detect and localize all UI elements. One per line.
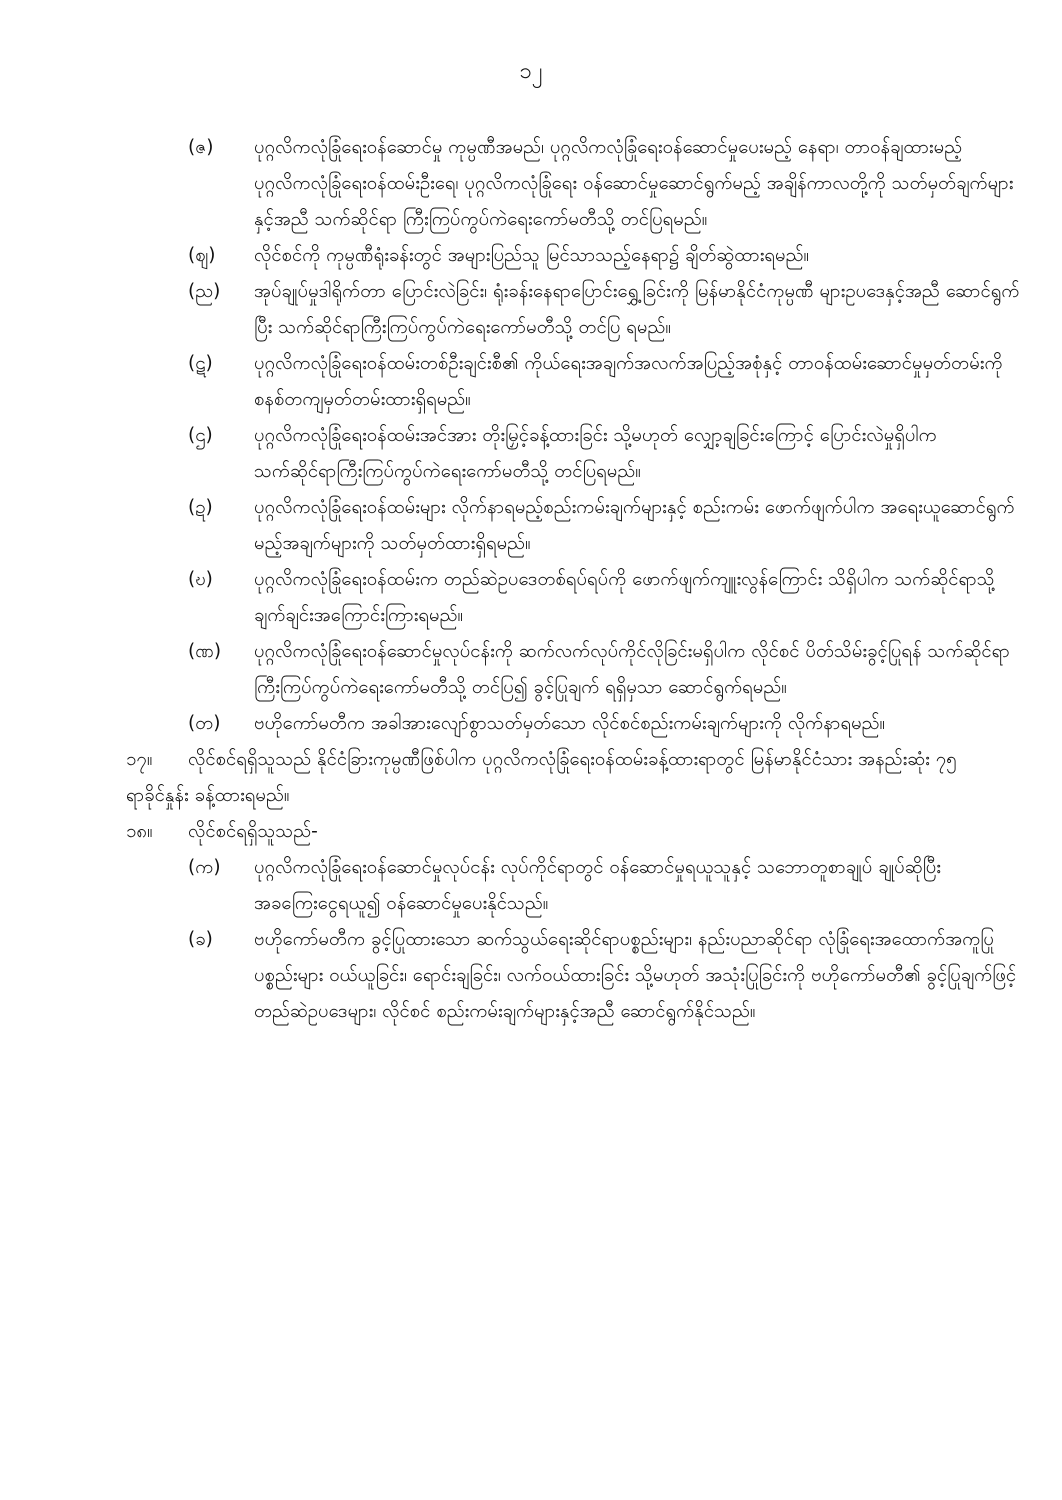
- item-text: ပုဂ္ဂလိကလုံခြုံရေးဝန်ဆောင်မှု ကုမ္ပဏီအမည်၊ ပုဂ္ဂလိကလုံခြုံရေးဝန်ဆောင်မှုပေးမည့် နေရာ၊ တာဝန်ချထားမည့် ပုဂ္ဂလိကလုံခြုံရေးဝန်ထမ်းဦးရေ၊ ပုဂ္ဂလိကလုံခြုံရေး ဝန်ဆောင်မှုဆောင်ရွက်မည့် အချိန်ကာလတို့ကို သတ်မှတ်ချက်များနှင့်အညီ သက်ဆိုင်ရာ ကြီးကြပ်ကွပ်ကဲရေးကော်မတီသို့ တင်ပြရမည်။: [254, 137, 1014, 230]
- list-item: [188, 706, 1024, 742]
- item-marker: (ခ): [188, 929, 213, 950]
- list-item: [188, 562, 1024, 634]
- item-text: အုပ်ချုပ်မှုဒါရိုက်တာ ပြောင်းလဲခြင်း၊ ရုံးခန်းနေရာပြောင်းရွှေ့ခြင်းကို မြန်မာနိုင်ငံကုမ္ပဏီ များဥပဒေနှင့်အညီ ဆောင်ရွက်ပြီး သက်ဆိုင်ရာကြီးကြပ်ကွပ်ကဲရေးကော်မတီသို့ တင်ပြ ရမည်။: [254, 281, 1020, 338]
- page-number: ၁၂: [519, 59, 543, 84]
- document-body: [0, 130, 1062, 1030]
- item-marker: (က): [188, 857, 221, 878]
- item-text: ပုဂ္ဂလိကလုံခြုံရေးဝန်ထမ်းက တည်ဆဲဥပဒေတစ်ရပ်ရပ်ကို ဖောက်ဖျက်ကျူးလွန်ကြောင်း သိရှိပါက သက်ဆိုင်ရာသို့ ချက်ချင်းအကြောင်းကြားရမည်။: [254, 569, 995, 626]
- item-text: ဗဟိုကော်မတီက အခါအားလျော်စွာသတ်မှတ်သော လိုင်စင်စည်းကမ်းချက်များကို လိုက်နာရမည်။: [254, 713, 886, 734]
- item-marker: (ည): [188, 281, 221, 302]
- item-marker: (ဈ): [188, 245, 216, 266]
- item-marker: (ဋ): [188, 353, 213, 374]
- list-item: [188, 346, 1024, 418]
- item-marker: (ဎ): [188, 569, 213, 590]
- section-18: [126, 814, 1024, 850]
- item-text: ပုဂ္ဂလိကလုံခြုံရေးဝန်ဆောင်မှုလုပ်ငန်း လုပ်ကိုင်ရာတွင် ဝန်ဆောင်မှုရယူသူနှင့် သဘောတူစာချုပ် ချုပ်ဆိုပြီး အခကြေးငွေရယူ၍ ဝန်ဆောင်မှုပေးနိုင်သည်။: [254, 857, 941, 914]
- item-marker: (တ): [188, 713, 221, 734]
- section-17: [126, 742, 1024, 814]
- item-marker: (ဏ): [188, 641, 222, 662]
- section-text: လိုင်စင်ရရှိသူသည်-: [188, 821, 318, 842]
- list-item: [188, 490, 1024, 562]
- item-text: လိုင်စင်ကို ကုမ္ပဏီရုံးခန်းတွင် အများပြည်သူ မြင်သာသည့်နေရာ၌ ချိတ်ဆွဲထားရမည်။: [254, 245, 810, 266]
- list-item: [188, 130, 1024, 238]
- list-item: [188, 274, 1024, 346]
- item-marker: (ဌ): [188, 425, 213, 446]
- list-item: [188, 850, 1024, 922]
- item-text: ပုဂ္ဂလိကလုံခြုံရေးဝန်ထမ်းများ လိုက်နာရမည့်စည်းကမ်းချက်များနှင့် စည်းကမ်း ဖောက်ဖျက်ပါက အရေးယူဆောင်ရွက်မည့်အချက်များကို သတ်မှတ်ထားရှိရမည်။: [254, 497, 1015, 554]
- item-text: ဗဟိုကော်မတီက ခွင့်ပြုထားသော ဆက်သွယ်ရေးဆိုင်ရာပစ္စည်းများ၊ နည်းပညာဆိုင်ရာ လုံခြုံရေးအထောက်အကူပြုပစ္စည်းများ ဝယ်ယူခြင်း၊ ရောင်းချခြင်း၊ လက်ဝယ်ထားခြင်း သို့မဟုတ် အသုံးပြုခြင်းကို ဗဟိုကော်မတီ၏ ခွင့်ပြုချက်ဖြင့် တည်ဆဲဥပဒေများ၊ လိုင်စင် စည်းကမ်းချက်များနှင့်အညီ ဆောင်ရွက်နိုင်သည်။: [254, 929, 1017, 1022]
- section-number: ၁၇။: [126, 749, 153, 770]
- section-number: ၁၈။: [126, 821, 153, 842]
- section-text: လိုင်စင်ရရှိသူသည် နိုင်ငံခြားကုမ္ပဏီဖြစ်ပါက ပုဂ္ဂလိကလုံခြုံရေးဝန်ထမ်းခန့်ထားရာတွင် မြန်မာနိုင်ငံသား အနည်းဆုံး ၇၅ ရာခိုင်နှုန်း ခန့်ထားရမည်။: [126, 749, 957, 806]
- list-item: [188, 238, 1024, 274]
- list-item: [188, 418, 1024, 490]
- item-marker: (ဍ): [188, 497, 213, 518]
- item-text: ပုဂ္ဂလိကလုံခြုံရေးဝန်ထမ်းတစ်ဦးချင်းစီ၏ ကိုယ်ရေးအချက်အလက်အပြည့်အစုံနှင့် တာဝန်ထမ်းဆောင်မှုမှတ်တမ်းကို စနစ်တကျမှတ်တမ်းထားရှိရမည်။: [254, 353, 1003, 410]
- list-item: [188, 634, 1024, 706]
- item-text: ပုဂ္ဂလိကလုံခြုံရေးဝန်ထမ်းအင်အား တိုးမြှင့်ခန့်ထားခြင်း သို့မဟုတ် လျှော့ချခြင်းကြောင့် ပြောင်းလဲမှုရှိပါက သက်ဆိုင်ရာကြီးကြပ်ကွပ်ကဲရေးကော်မတီသို့ တင်ပြရမည်။: [254, 425, 937, 482]
- list-item: [188, 922, 1024, 1030]
- item-marker: (ဇ): [188, 137, 214, 158]
- item-text: ပုဂ္ဂလိကလုံခြုံရေးဝန်ဆောင်မှုလုပ်ငန်းကို ဆက်လက်လုပ်ကိုင်လိုခြင်းမရှိပါက လိုင်စင် ပိတ်သိမ်းခွင့်ပြုရန် သက်ဆိုင်ရာကြီးကြပ်ကွပ်ကဲရေးကော်မတီသို့ တင်ပြ၍ ခွင့်ပြုချက် ရရှိမှသာ ဆောင်ရွက်ရမည်။: [254, 641, 1010, 698]
